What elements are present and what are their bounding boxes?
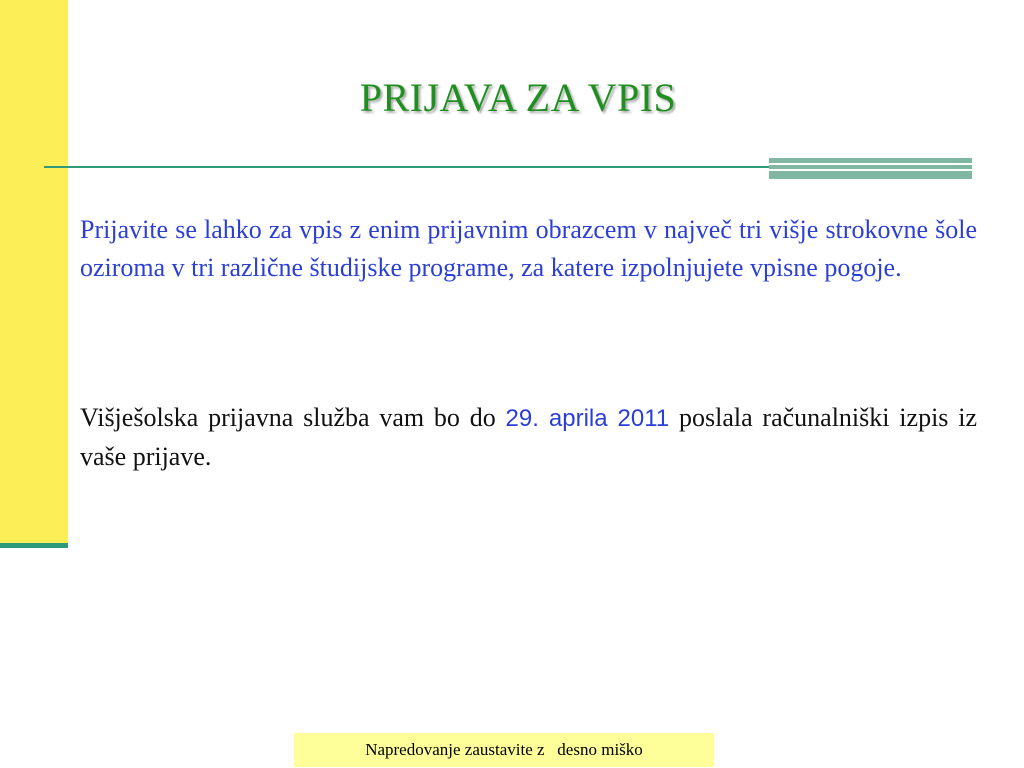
- slide-title: PRIJAVA ZA VPIS: [359, 75, 677, 120]
- slideshow-status-bar[interactable]: Napredovanje zaustavite z desno miško: [294, 733, 714, 767]
- paragraph-text-before-date: Višješolska prijavna služba vam bo do: [80, 403, 506, 432]
- deadline-date: 29. aprila 2011: [505, 405, 670, 432]
- paragraph-registration-info: Prijavite se lahko za vpis z enim prijavnim obrazcem v največ tri višje strokovne šole oziroma v tri različne študijske programe, za katere izpolnjujete vpisne pogoje.: [80, 215, 977, 282]
- divider-accent-block: [769, 158, 972, 179]
- paragraph-printout-info: [80, 399, 977, 476]
- paragraph-text-after-date: poslala računalniški izpis iz vaše prijave.: [80, 403, 977, 471]
- side-bar-underline: [0, 543, 68, 548]
- yellow-side-bar: [0, 0, 68, 546]
